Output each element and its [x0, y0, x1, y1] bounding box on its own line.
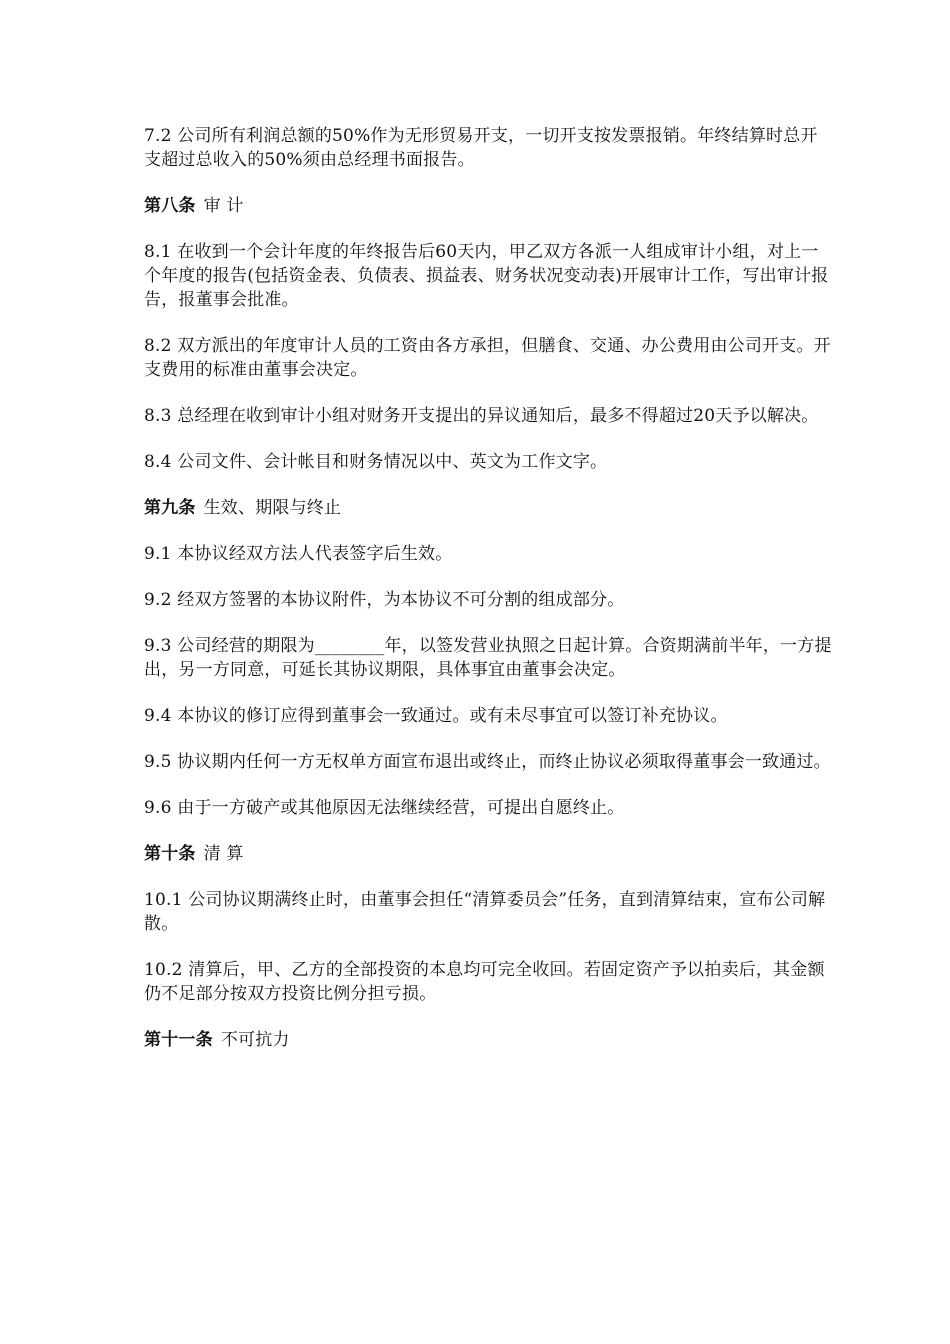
clause-8-3: 8.3 总经理在收到审计小组对财务开支提出的异议通知后，最多不得超过20天予以解决。 [144, 406, 819, 426]
article-title: 审 计 [203, 196, 244, 216]
article-11-heading [144, 1028, 834, 1052]
article-8-heading [144, 194, 834, 218]
clause-8-1: 8.1 在收到一个会计年度的年终报告后60天内，甲乙双方各派一人组成审计小组，对上一个年度的报告(包括资金表、负债表、损益表、财务状况变动表)开展审计工作，写出审计报告，报董事会批准。 [144, 242, 829, 310]
article-number: 第十一条 [144, 1030, 213, 1050]
clause-9-3: 9.3 公司经营的期限为________年，以签发营业执照之日起计算。合资期满前半年，一方提出，另一方同意，可延长其协议期限，具体事宜由董事会决定。 [144, 636, 832, 680]
clause-9-4: 9.4 本协议的修订应得到董事会一致通过。或有未尽事宜可以签订补充协议。 [144, 706, 728, 726]
clause-8-2: 8.2 双方派出的年度审计人员的工资由各方承担，但膳食、交通、办公费用由公司开支。开支费用的标准由董事会决定。 [144, 336, 831, 380]
document-body [144, 124, 834, 1074]
clause-10-2: 10.2 清算后，甲、乙方的全部投资的本息均可完全收回。若固定资产予以拍卖后，其金额仍不足部分按双方投资比例分担亏损。 [144, 960, 825, 1004]
article-number: 第九条 [144, 498, 196, 518]
article-title: 清 算 [203, 844, 244, 864]
clause-7-2: 7.2 公司所有利润总额的50%作为无形贸易开支，一切开支按发票报销。年终结算时总开支超过总收入的50%须由总经理书面报告。 [144, 126, 818, 170]
clause-8-4: 8.4 公司文件、会计帐目和财务情况以中、英文为工作文字。 [144, 452, 608, 472]
article-9-heading [144, 496, 834, 520]
article-title: 不可抗力 [220, 1030, 290, 1050]
clause-9-5: 9.5 协议期内任何一方无权单方面宣布退出或终止，而终止协议必须取得董事会一致通过。 [144, 752, 831, 772]
article-number: 第八条 [144, 196, 196, 216]
clause-10-1: 10.1 公司协议期满终止时，由董事会担任“清算委员会”任务，直到清算结束，宣布公司解散。 [144, 890, 826, 934]
article-title: 生效、期限与终止 [203, 498, 342, 518]
article-number: 第十条 [144, 844, 196, 864]
article-10-heading [144, 842, 834, 866]
clause-9-2: 9.2 经双方签署的本协议附件，为本协议不可分割的组成部分。 [144, 590, 625, 610]
clause-9-1: 9.1 本协议经双方法人代表签字后生效。 [144, 544, 453, 564]
clause-9-6: 9.6 由于一方破产或其他原因无法继续经营，可提出自愿终止。 [144, 798, 625, 818]
